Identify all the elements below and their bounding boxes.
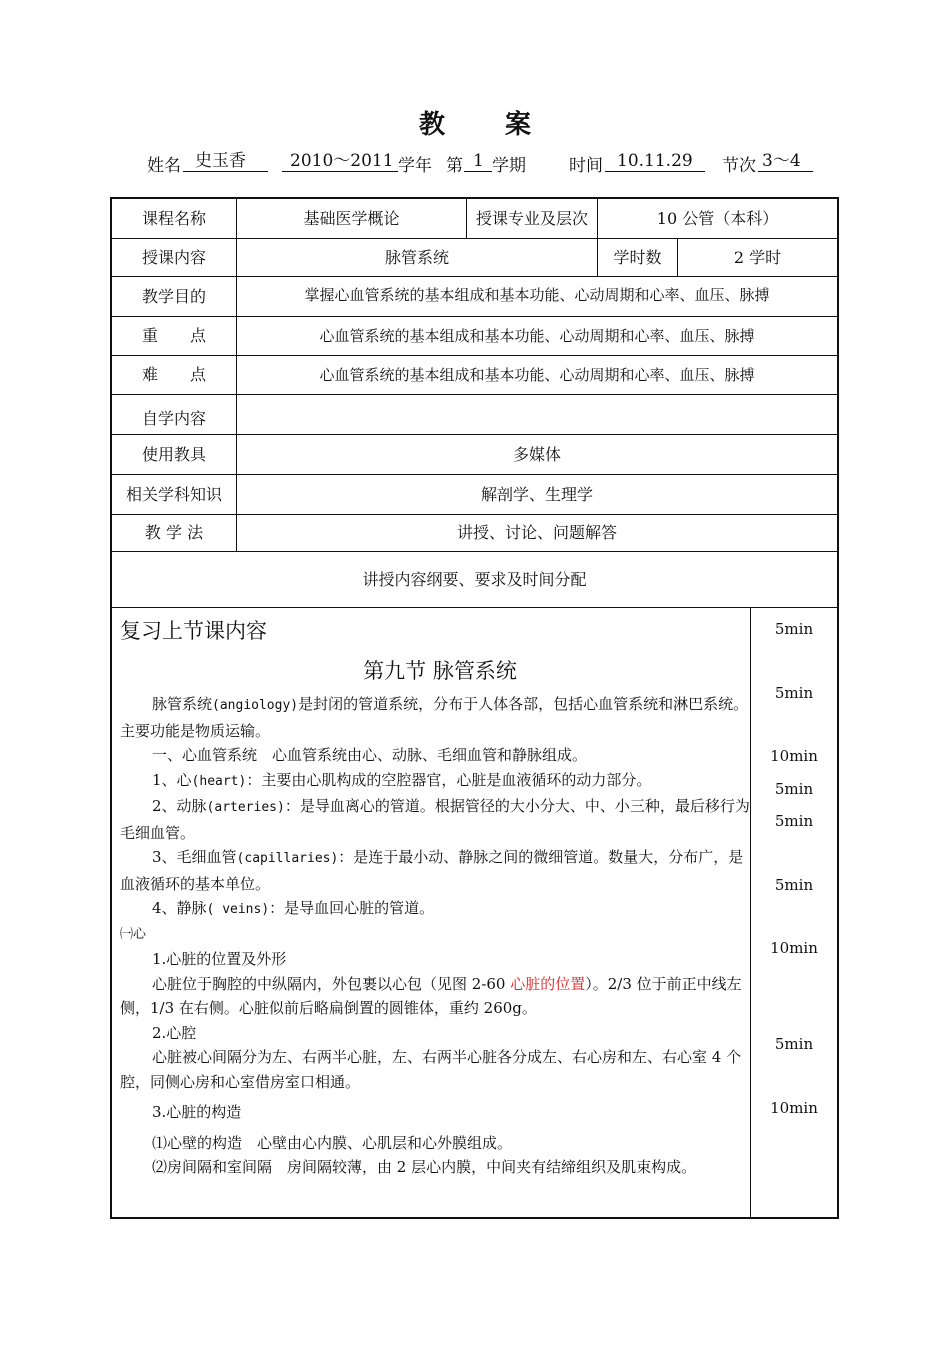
- period-value: 3～4: [758, 151, 813, 172]
- row-outline: [112, 552, 837, 608]
- row-related: [112, 475, 837, 515]
- content-value: 脉管系统: [236, 239, 597, 276]
- time-entry: 5min: [774, 780, 814, 798]
- course-value: 基础医学概论: [236, 199, 466, 238]
- review-heading: 复习上节课内容: [120, 619, 267, 643]
- paragraph: 心脏位于胸腔的中纵隔内，外包裹以心包（见图 2-60 心脏的位置）。2/3 位于前正中线左侧，1/3 在右侧。心脏似前后略扁倒置的圆锥体，重约 260g。: [120, 974, 742, 1017]
- course-label: 课程名称: [141, 208, 206, 228]
- key-value: 心血管系统的基本组成和基本功能、心动周期和心率、血压、脉搏: [236, 317, 837, 355]
- paragraph: 一、心血管系统 心血管系统由心、动脉、毛细血管和静脉组成。: [152, 746, 588, 764]
- paragraph: 1.心脏的位置及外形: [152, 950, 287, 968]
- tools-label: 使用教具: [141, 444, 206, 464]
- self-value: [236, 395, 837, 434]
- paragraph: 2、动脉(arteries)：是导血离心的管道。根据管径的大小分大、中、小三种，最后移行为毛细血管。: [120, 797, 750, 842]
- time-entry: 10min: [770, 747, 818, 765]
- paragraph: 4、静脉( veins)：是导血回心脏的管道。: [152, 899, 435, 917]
- section-title: 第九节 脉管系统: [363, 659, 517, 683]
- lecture-content: [120, 608, 750, 1180]
- time-entry: 10min: [770, 1099, 818, 1117]
- time-value: 10.11.29: [605, 151, 705, 172]
- row-key: [112, 317, 837, 356]
- doc-title: [0, 104, 952, 141]
- name-value: 史玉香: [183, 151, 268, 172]
- time-entry: 5min: [774, 620, 814, 638]
- tools-value: 多媒体: [236, 435, 837, 474]
- paragraph: 3、毛细血管(capillaries)：是连于最小动、静脉之间的微细管道。数量大，分布广，是血液循环的基本单位。: [120, 848, 744, 893]
- outline-label: 讲授内容纲要、要求及时间分配: [362, 569, 587, 589]
- year-value: 2010～2011: [282, 151, 398, 172]
- year-label: 学年: [398, 156, 432, 176]
- period-label: 节次: [722, 156, 756, 176]
- row-course: [112, 199, 837, 239]
- time-entry: 10min: [770, 939, 818, 957]
- row-method: [112, 515, 837, 552]
- paragraph: ㈠心: [120, 926, 147, 942]
- lesson-plan-table: [110, 197, 839, 1219]
- time-label: 时间: [569, 156, 603, 176]
- row-hard: [112, 356, 837, 395]
- time-entry: 5min: [774, 1035, 814, 1053]
- content-label: 授课内容: [141, 247, 206, 267]
- major-value: 10 公管（本科）: [597, 199, 837, 238]
- time-entry: 5min: [774, 876, 814, 894]
- hard-label: 难 点: [141, 365, 206, 385]
- term-suffix: 学期: [492, 156, 526, 176]
- goal-label: 教学目的: [141, 286, 206, 306]
- related-label: 相关学科知识: [125, 484, 222, 504]
- related-value: 解剖学、生理学: [236, 475, 837, 514]
- hard-value: 心血管系统的基本组成和基本功能、心动周期和心率、血压、脉搏: [236, 356, 837, 394]
- method-label: 教 学 法: [144, 523, 204, 543]
- row-tools: [112, 435, 837, 475]
- time-entry: 5min: [774, 812, 814, 830]
- paragraph: ⑴心壁的构造 心壁由心内膜、心肌层和心外膜组成。: [152, 1133, 513, 1152]
- hours-value: 2 学时: [677, 239, 837, 276]
- paragraph: 3.心脏的构造: [152, 1103, 242, 1121]
- paragraph: 脉管系统(angiology)是封闭的管道系统，分布于人体各部，包括心血管系统和淋巴系统。主要功能是物质运输。: [120, 695, 749, 740]
- major-label: 授课专业及层次: [466, 199, 597, 238]
- name-label: 姓名: [147, 156, 181, 176]
- method-value: 讲授、讨论、问题解答: [236, 515, 837, 551]
- hours-label: 学时数: [597, 239, 677, 276]
- key-label: 重 点: [141, 326, 206, 346]
- term-prefix: 第: [446, 156, 463, 176]
- time-column: [750, 608, 837, 1217]
- title-char-2: 案: [505, 110, 534, 140]
- paragraph: 1、心(heart)：主要由心肌构成的空腔器官，心脏是血液循环的动力部分。: [152, 770, 652, 789]
- title-char-1: 教: [418, 110, 447, 140]
- goal-value: 掌握心血管系统的基本组成和基本功能、心动周期和心率、血压、脉搏: [236, 277, 837, 316]
- row-self-study: [112, 395, 837, 435]
- time-entry: 5min: [774, 684, 814, 702]
- paragraph: 心脏被心间隔分为左、右两半心脏，左、右两半心脏各分成左、右心房和左、右心室 4 个腔，同侧心房和心室借房室口相通。: [120, 1048, 742, 1091]
- term-value: 1: [464, 151, 492, 172]
- paragraph: ⑵房间隔和室间隔 房间隔较薄，由 2 层心内膜，中间夹有结缔组织及肌束构成。: [152, 1158, 697, 1176]
- self-label: 自学内容: [141, 408, 206, 428]
- figure-link[interactable]: 心脏的位置: [510, 974, 586, 993]
- row-goal: [112, 277, 837, 317]
- lecture-body: [112, 608, 837, 1217]
- paragraph: 2.心腔: [152, 1023, 197, 1042]
- row-content: [112, 239, 837, 277]
